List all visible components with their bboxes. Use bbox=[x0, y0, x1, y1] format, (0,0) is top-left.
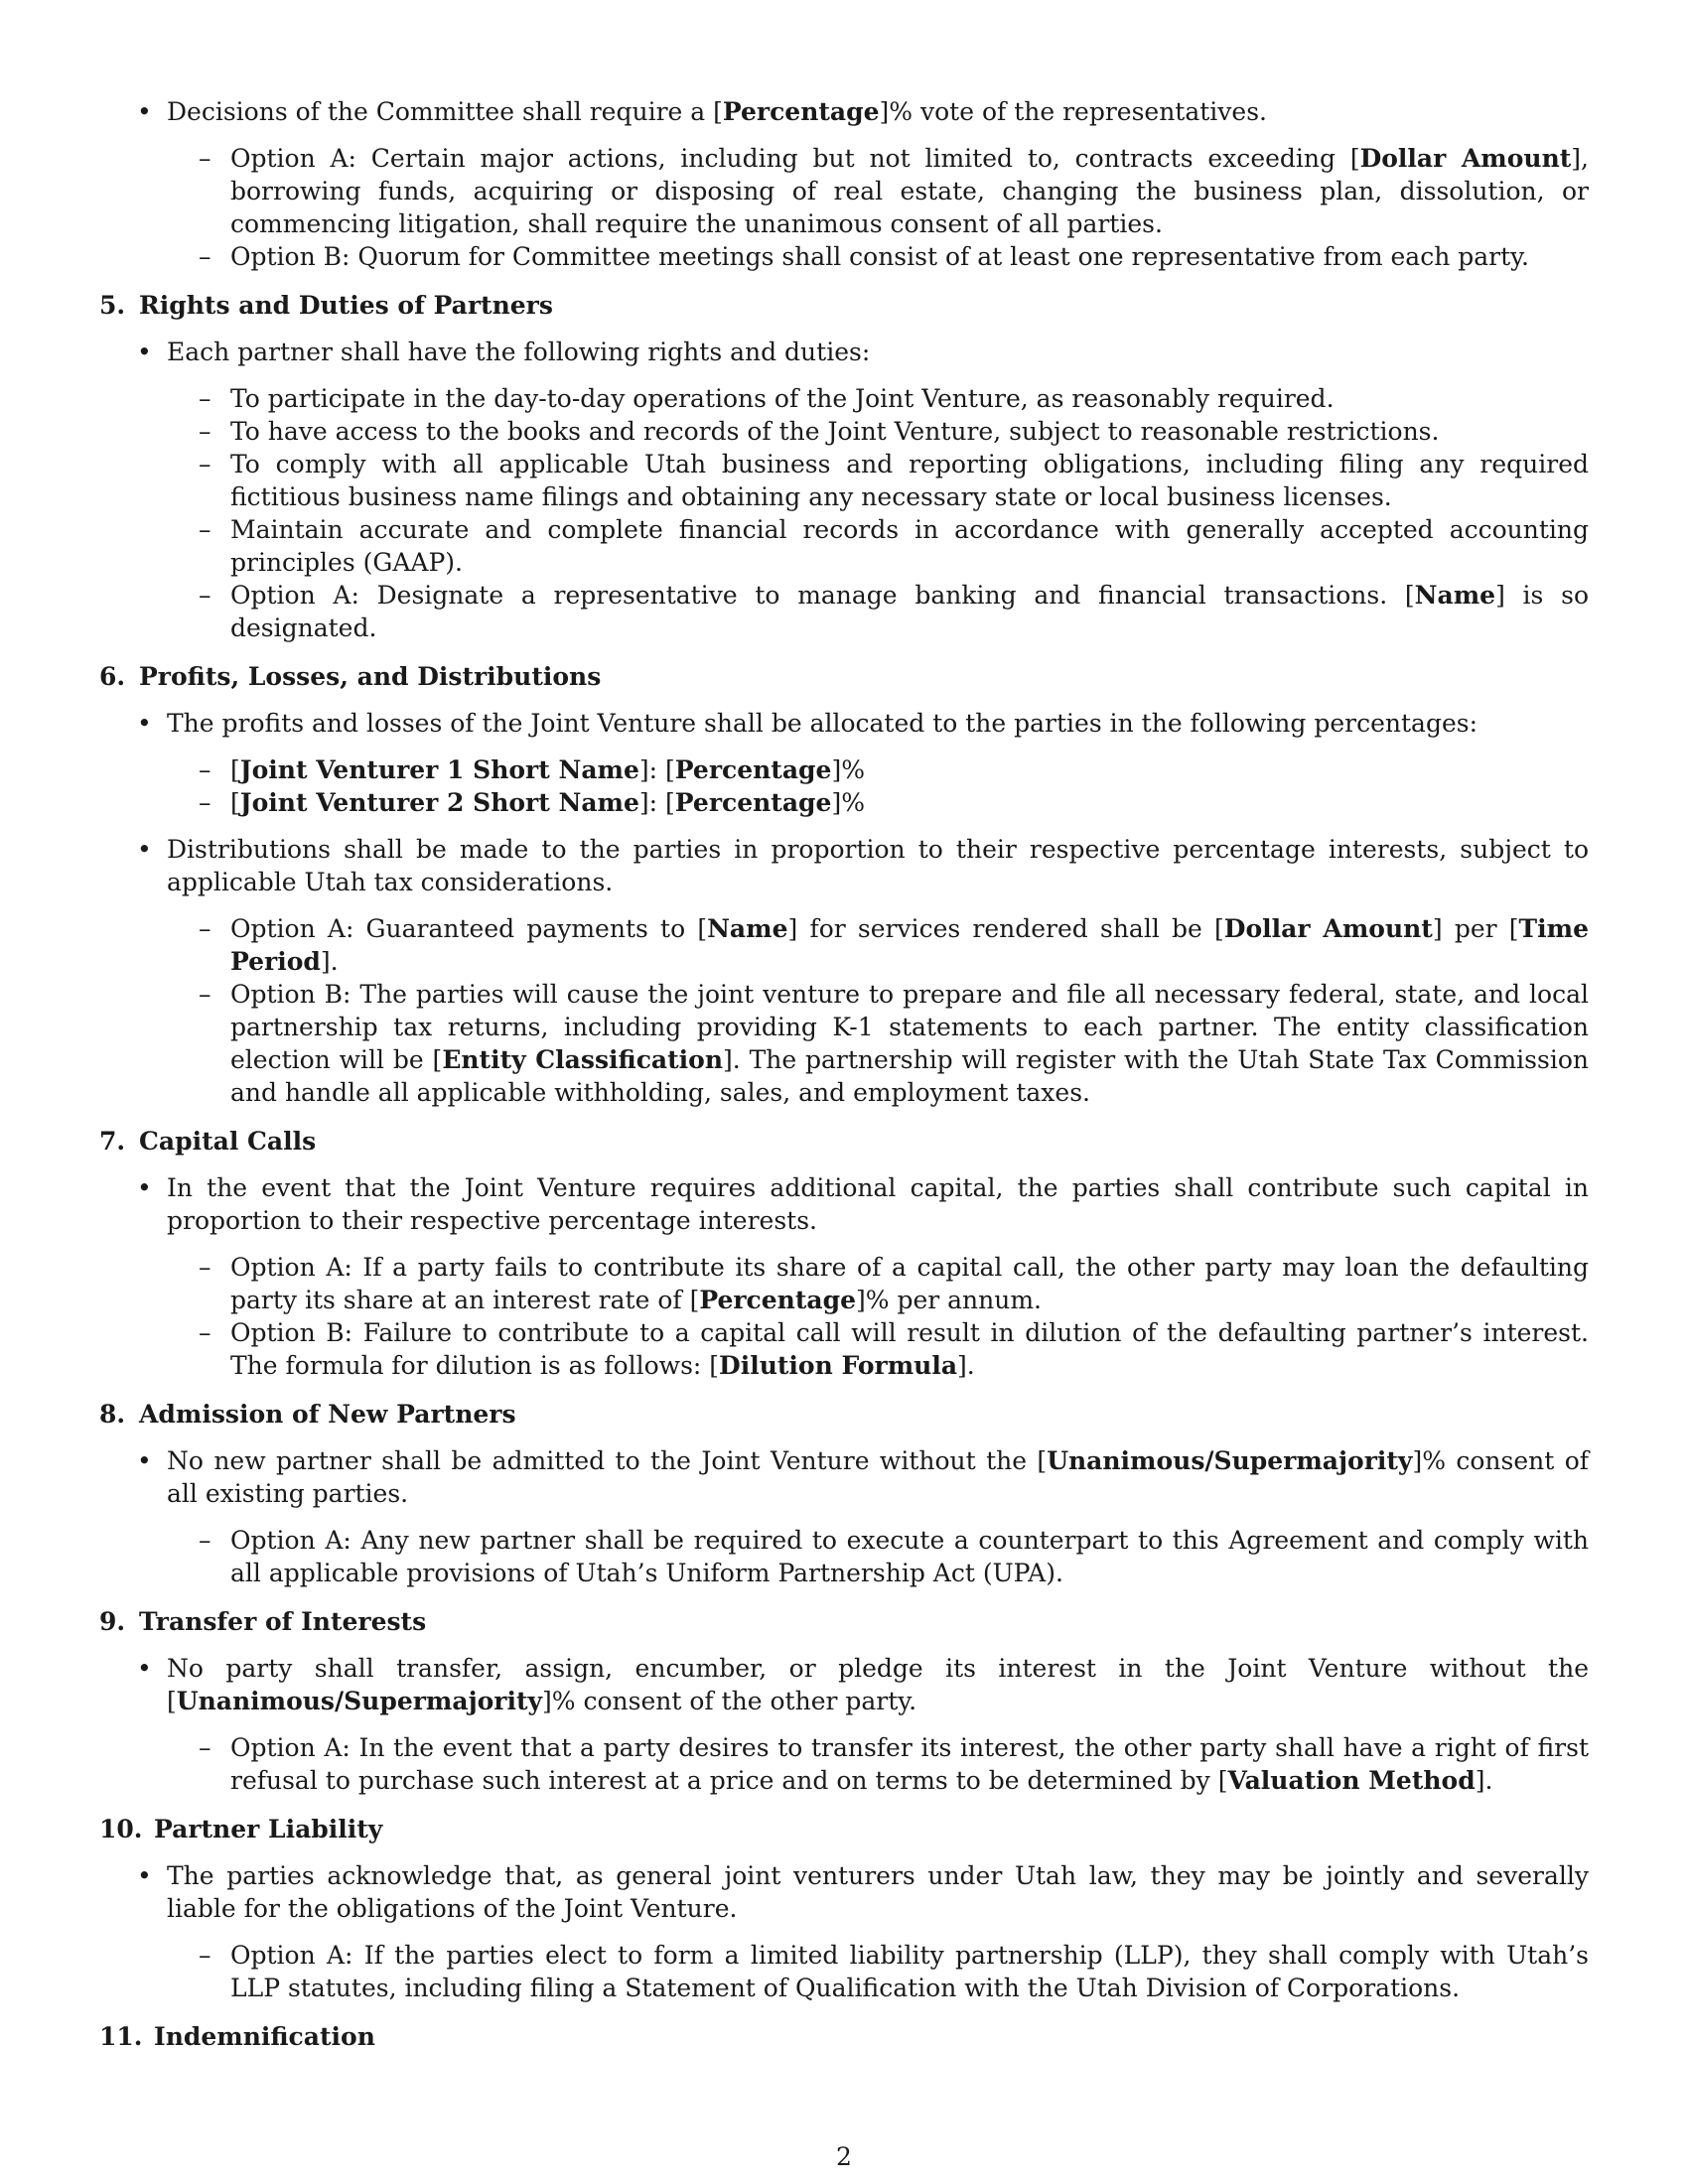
placeholder-field: Unanimous/Supermajority bbox=[176, 1687, 543, 1715]
dash-marker: – bbox=[199, 1526, 211, 1555]
bullet-marker: • bbox=[137, 1861, 152, 1890]
placeholder-field: Percentage bbox=[722, 97, 880, 126]
placeholder-field: Percentage bbox=[674, 755, 832, 784]
dash-marker: – bbox=[199, 1318, 211, 1347]
sub-list-item: – Maintain accurate and complete financial records in accordance with generally accepted accounting principles (GAAP). bbox=[199, 515, 1589, 577]
sub-list-item: – Option A: Any new partner shall be required to execute a counterpart to this Agreement and comply with all applicable provisions of Utah’s Uniform Partnership Act (UPA). bbox=[199, 1526, 1589, 1587]
sub-list-item: – To have access to the books and records of the Joint Venture, subject to reasonable restrictions. bbox=[199, 417, 1440, 446]
bullet-marker: • bbox=[137, 709, 152, 738]
placeholder-field: Joint Venturer 1 Short Name bbox=[239, 755, 639, 784]
sub-list-item: – Option A: If the parties elect to form a limited liability partnership (LLP), they shall comply with Utah’s LLP statutes, including filing a Statement of Qualification with the Utah Division of Corporations. bbox=[199, 1941, 1589, 2002]
sub-list-item: – Option A: Certain major actions, including but not limited to, contracts exceeding [Dollar Amount], borrowing funds, acquiring or disposing of real estate, changing the business plan, dissolution, or commencing litigation, shall require the unanimous consent of all parties. bbox=[199, 144, 1589, 238]
dash-marker: – bbox=[199, 450, 211, 478]
placeholder-field: Percentage bbox=[699, 1286, 856, 1314]
dash-marker: – bbox=[199, 144, 211, 173]
list-item: • In the event that the Joint Venture requires additional capital, the parties shall contribute such capital in proportion to their respective percentage interests. bbox=[137, 1173, 1589, 1235]
bullet-marker: • bbox=[137, 1173, 152, 1202]
sub-list-item: – Option A: In the event that a party desires to transfer its interest, the other party shall have a right of first refusal to purchase such interest at a price and on terms to be determined by [Valuation Method]. bbox=[199, 1733, 1589, 1795]
list-item: • The profits and losses of the Joint Venture shall be allocated to the parties in the following percentages: bbox=[137, 709, 1477, 738]
list-item: • No new partner shall be admitted to the Joint Venture without the [Unanimous/Supermajority]% consent of all existing parties. bbox=[137, 1446, 1589, 1508]
placeholder-field: Name bbox=[1414, 581, 1496, 610]
section-heading-5: 5. Rights and Duties of Partners bbox=[99, 291, 553, 320]
section-heading-10: 10. Partner Liability bbox=[99, 1815, 383, 1843]
sub-list-item: – Option B: Quorum for Committee meetings shall consist of at least one representative from each party. bbox=[199, 242, 1529, 271]
sub-list-item: – Option A: Designate a representative to manage banking and financial transactions. [Name] is so designated. bbox=[199, 581, 1589, 642]
placeholder-field: Percentage bbox=[674, 788, 832, 817]
dash-marker: – bbox=[199, 1941, 211, 1970]
list-item: • No party shall transfer, assign, encumber, or pledge its interest in the Joint Venture without the [Unanimous/Supermajority]% consent of the other party. bbox=[137, 1654, 1589, 1715]
placeholder-field: Dollar Amount bbox=[1223, 914, 1433, 943]
sub-list-item: – To participate in the day-to-day operations of the Joint Venture, as reasonably required. bbox=[199, 384, 1335, 413]
sub-list-item: – Option A: Guaranteed payments to [Name] for services rendered shall be [Dollar Amount] per [Time Period]. bbox=[199, 914, 1589, 976]
placeholder-field: Name bbox=[707, 914, 788, 943]
bullet-marker: • bbox=[137, 1446, 152, 1475]
dash-marker: – bbox=[199, 980, 211, 1009]
bullet-marker: • bbox=[137, 338, 152, 366]
sub-list-item: – To comply with all applicable Utah business and reporting obligations, including filing any required fictitious business name filings and obtaining any necessary state or local business licenses. bbox=[199, 450, 1589, 511]
list-item: • Each partner shall have the following rights and duties: bbox=[137, 338, 871, 366]
bullet-marker: • bbox=[137, 835, 152, 864]
dash-marker: – bbox=[199, 242, 211, 271]
dash-marker: – bbox=[199, 581, 211, 610]
placeholder-field: Entity Classification bbox=[442, 1045, 724, 1074]
section-heading-6: 6. Profits, Losses, and Distributions bbox=[99, 662, 602, 691]
placeholder-field: Time Period bbox=[230, 914, 1589, 976]
placeholder-field: Dilution Formula bbox=[719, 1351, 958, 1380]
dash-marker: – bbox=[199, 755, 211, 784]
dash-marker: – bbox=[199, 384, 211, 413]
dash-marker: – bbox=[199, 1733, 211, 1762]
list-item: • The parties acknowledge that, as general joint venturers under Utah law, they may be jointly and severally liable for the obligations of the Joint Venture. bbox=[137, 1861, 1589, 1923]
section-heading-9: 9. Transfer of Interests bbox=[99, 1607, 427, 1636]
placeholder-field: Dollar Amount bbox=[1359, 144, 1572, 173]
dash-marker: – bbox=[199, 914, 211, 943]
section-heading-8: 8. Admission of New Partners bbox=[99, 1400, 516, 1429]
document-page bbox=[99, 95, 1589, 2053]
placeholder-field: Unanimous/Supermajority bbox=[1047, 1446, 1413, 1475]
dash-marker: – bbox=[199, 788, 211, 817]
sub-list-item: – [Joint Venturer 2 Short Name]: [Percentage]% bbox=[199, 788, 865, 817]
list-item: • Distributions shall be made to the parties in proportion to their respective percentage interests, subject to applicable Utah tax considerations. bbox=[137, 835, 1589, 896]
dash-marker: – bbox=[199, 417, 211, 446]
bullet-marker: • bbox=[137, 97, 152, 126]
sub-list-item: – [Joint Venturer 1 Short Name]: [Percentage]% bbox=[199, 755, 865, 784]
dash-marker: – bbox=[199, 515, 211, 544]
sub-list-item: – Option B: The parties will cause the joint venture to prepare and file all necessary federal, state, and local partnership tax returns, including providing K-1 statements to each partner. The entity classification election will be [Entity Classification]. The partnership will register with the Utah State Tax Commission and handle all applicable withholding, sales, and employment taxes. bbox=[199, 980, 1589, 1107]
page-number: 2 bbox=[836, 2142, 852, 2171]
dash-marker: – bbox=[199, 1253, 211, 1282]
placeholder-field: Joint Venturer 2 Short Name bbox=[239, 788, 639, 817]
list-item: • Decisions of the Committee shall require a [Percentage]% vote of the representatives. bbox=[137, 97, 1267, 126]
bullet-marker: • bbox=[137, 1654, 152, 1683]
section-heading-11: 11. Indemnification bbox=[99, 2022, 375, 2051]
sub-list-item: – Option A: If a party fails to contribute its share of a capital call, the other party may loan the defaulting party its share at an interest rate of [Percentage]% per annum. bbox=[199, 1253, 1589, 1314]
sub-list-item: – Option B: Failure to contribute to a capital call will result in dilution of the defaulting partner’s interest. The formula for dilution is as follows: [Dilution Formula]. bbox=[199, 1318, 1589, 1380]
section-heading-7: 7. Capital Calls bbox=[99, 1127, 317, 1156]
placeholder-field: Valuation Method bbox=[1227, 1766, 1476, 1795]
